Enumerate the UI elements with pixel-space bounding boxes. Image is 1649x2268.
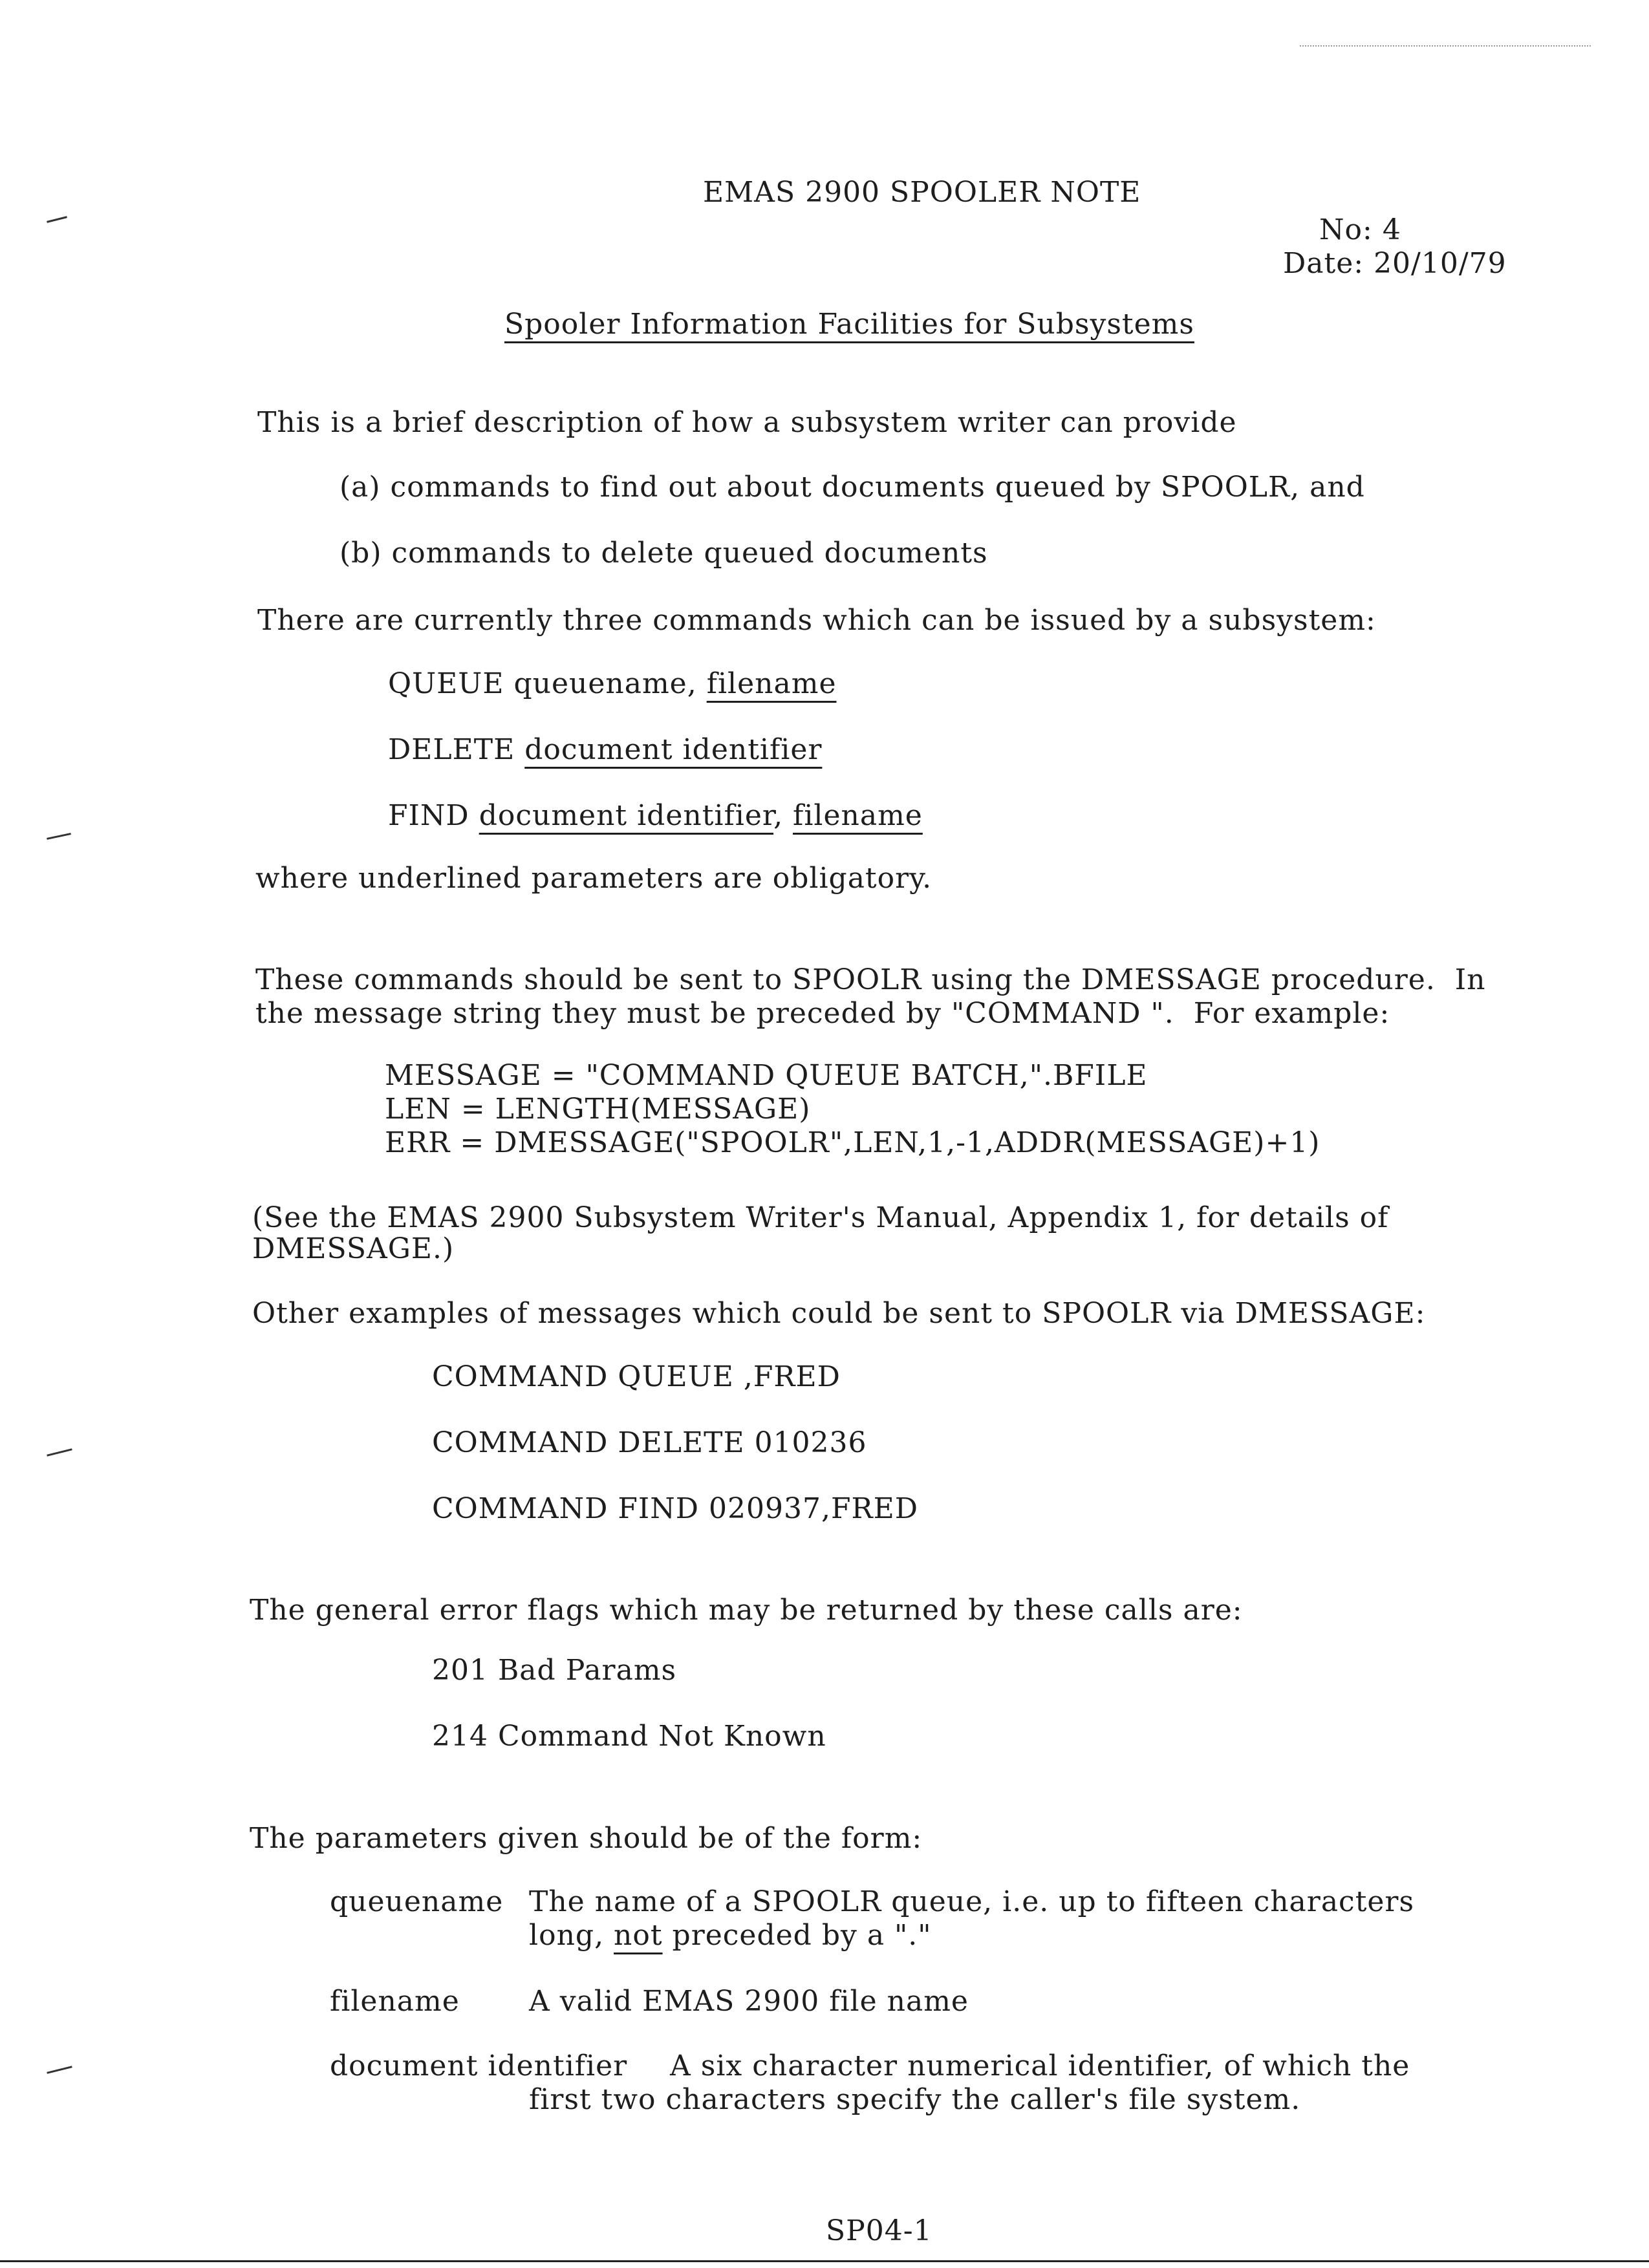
scan-dots bbox=[1300, 45, 1591, 47]
see-note-line1: (See the EMAS 2900 Subsystem Writer's Manual, Appendix 1, for details of bbox=[252, 1201, 1389, 1234]
command-queue-param: filename bbox=[706, 667, 837, 700]
command-delete bbox=[388, 733, 822, 767]
note-date-label: Date: bbox=[1283, 247, 1364, 280]
command-find-param1: document identifier bbox=[479, 799, 774, 832]
param-filename-term: filename bbox=[330, 1985, 460, 2018]
example-message: COMMAND DELETE 010236 bbox=[432, 1426, 867, 1459]
command-delete-word: DELETE bbox=[388, 733, 525, 766]
command-find-sep: , bbox=[773, 799, 793, 832]
params-intro: The parameters given should be of the form: bbox=[250, 1822, 923, 1855]
intro-item-b: (b) commands to delete queued documents bbox=[339, 537, 988, 570]
margin-mark bbox=[47, 2066, 72, 2074]
note-date bbox=[1283, 247, 1507, 281]
command-find-word: FIND bbox=[388, 799, 479, 832]
example-message: COMMAND FIND 020937,FRED bbox=[432, 1492, 919, 1525]
margin-mark bbox=[47, 1448, 72, 1457]
page-footer: SP04-1 bbox=[826, 2214, 932, 2247]
dmessage-para-line1: These commands should be sent to SPOOLR using the DMESSAGE procedure. In bbox=[255, 963, 1486, 996]
code-line: MESSAGE = "COMMAND QUEUE BATCH,".BFILE bbox=[385, 1059, 1148, 1092]
command-queue bbox=[388, 667, 837, 701]
command-queue-word: QUEUE queuename, bbox=[388, 667, 707, 700]
command-find-param2: filename bbox=[793, 799, 923, 832]
code-line: LEN = LENGTH(MESSAGE) bbox=[385, 1093, 811, 1126]
param-queuename-not: not bbox=[614, 1919, 663, 1952]
error-flag: 214 Command Not Known bbox=[432, 1720, 826, 1753]
note-number bbox=[1319, 213, 1401, 247]
param-filename-desc: A valid EMAS 2900 file name bbox=[529, 1985, 969, 2018]
param-queuename-term: queuename bbox=[330, 1885, 504, 1918]
param-queuename-desc2-end: preceded by a "." bbox=[662, 1919, 932, 1952]
param-queuename-desc2 bbox=[529, 1919, 932, 1952]
error-flag: 201 Bad Params bbox=[432, 1654, 677, 1687]
command-find bbox=[388, 799, 923, 833]
margin-mark bbox=[47, 833, 71, 840]
intro-text: This is a brief description of how a subsystem writer can provide bbox=[257, 406, 1237, 439]
commands-intro: There are currently three commands which can be issued by a subsystem: bbox=[257, 604, 1376, 637]
dmessage-para-line2: the message string they must be preceded by "COMMAND ". For example: bbox=[255, 997, 1390, 1030]
intro-item-a: (a) commands to find out about documents queued by SPOOLR, and bbox=[339, 471, 1365, 504]
obligatory-note: where underlined parameters are obligatory. bbox=[255, 862, 932, 895]
param-docid-desc2: first two characters specify the caller's file system. bbox=[529, 2083, 1301, 2116]
document-title: EMAS 2900 SPOOLER NOTE bbox=[703, 176, 1141, 209]
param-queuename-desc2-start: long, bbox=[529, 1919, 614, 1952]
param-docid-term: document identifier bbox=[330, 2049, 628, 2082]
errors-intro: The general error flags which may be returned by these calls are: bbox=[250, 1594, 1243, 1627]
note-number-label: No: bbox=[1319, 213, 1373, 246]
param-docid-desc1: A six character numerical identifier, of which the bbox=[670, 2049, 1410, 2082]
note-number-value: 4 bbox=[1382, 213, 1401, 246]
command-delete-param: document identifier bbox=[524, 733, 823, 766]
subtitle: Spooler Information Facilities for Subsystems bbox=[504, 308, 1194, 341]
example-message: COMMAND QUEUE ,FRED bbox=[432, 1360, 841, 1393]
bottom-rule bbox=[0, 2260, 1649, 2262]
see-note-line2: DMESSAGE.) bbox=[252, 1232, 455, 1265]
examples-intro: Other examples of messages which could be sent to SPOOLR via DMESSAGE: bbox=[252, 1297, 1426, 1330]
param-queuename-desc1: The name of a SPOOLR queue, i.e. up to fifteen characters bbox=[529, 1885, 1415, 1918]
code-line: ERR = DMESSAGE("SPOOLR",LEN,1,-1,ADDR(MESSAGE)+1) bbox=[385, 1126, 1320, 1159]
margin-mark bbox=[47, 216, 67, 223]
note-date-value: 20/10/79 bbox=[1374, 247, 1507, 280]
